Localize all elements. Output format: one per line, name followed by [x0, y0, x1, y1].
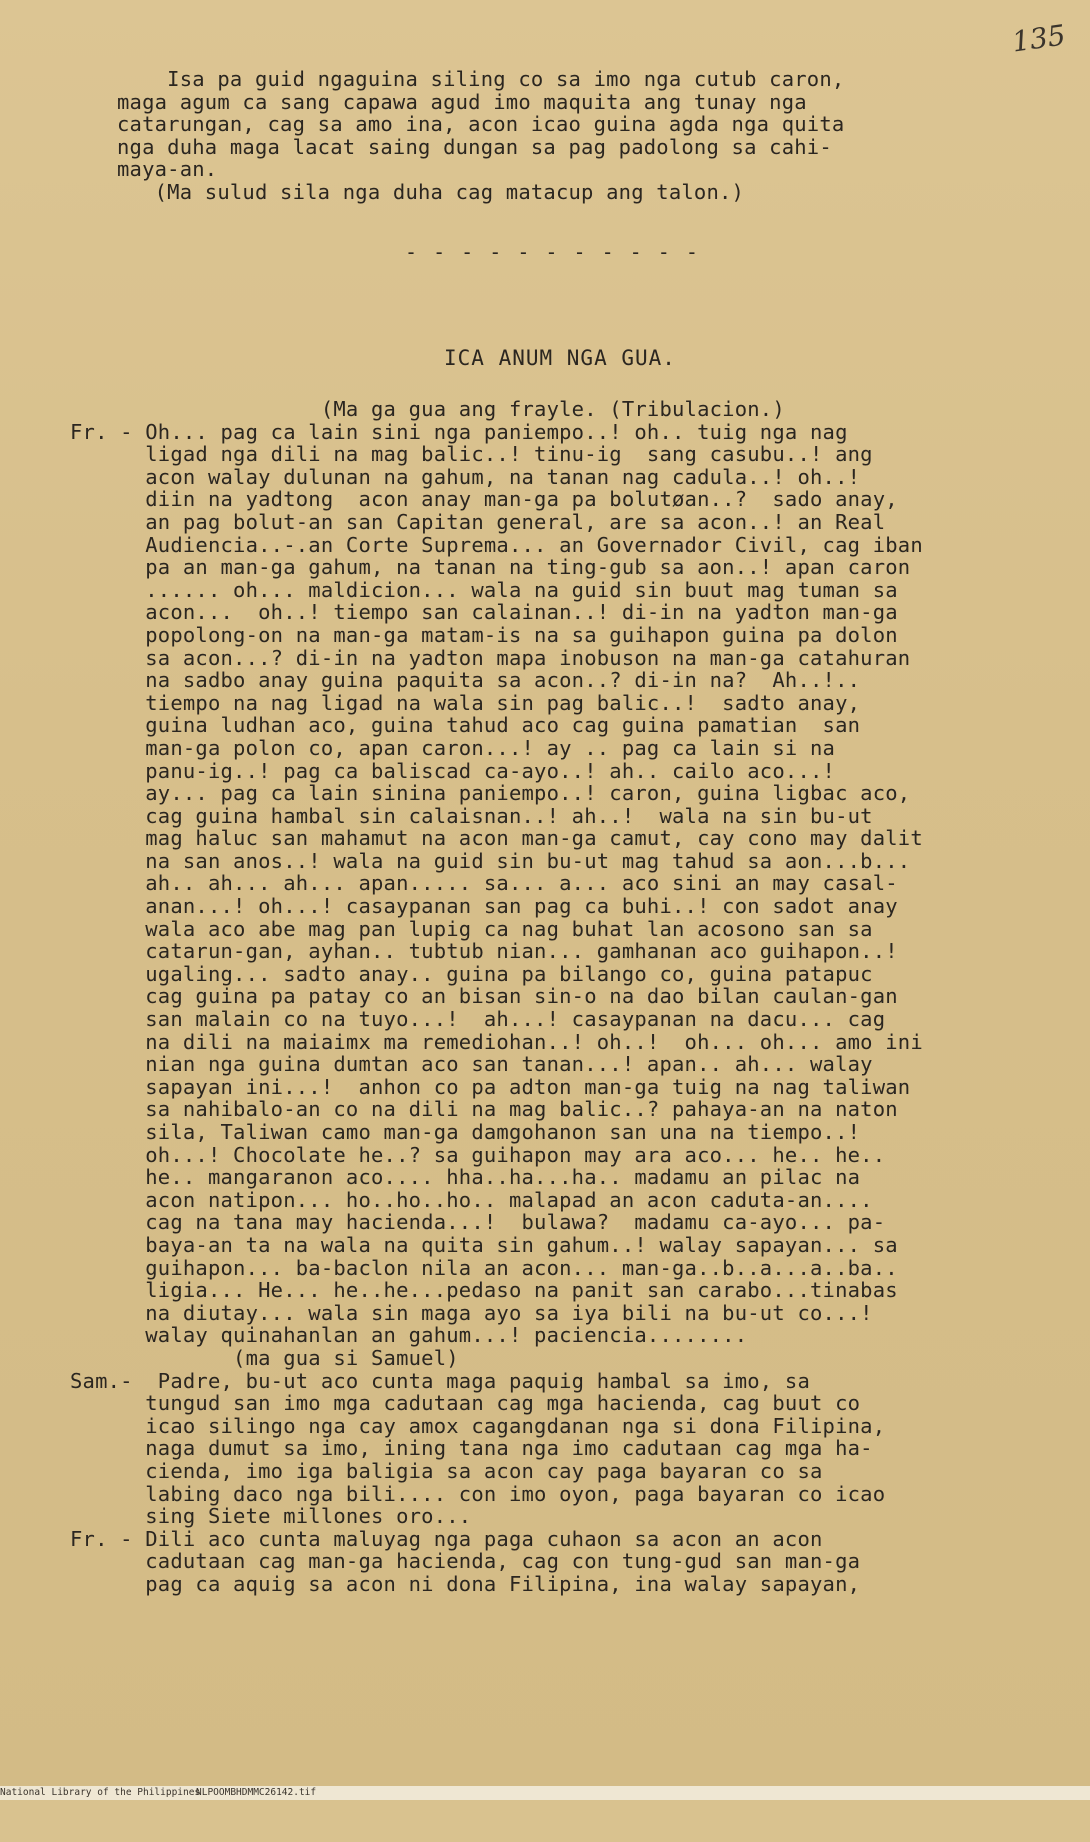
text-line: oh...! Chocolate he..? sa guihapon may ara aco... he.. he.. — [70, 1142, 886, 1167]
text-line: guina ludhan aco, guina tahud aco cag guina pamatian san — [70, 713, 861, 738]
text-line: maga agum ca sang capawa agud imo maquita ang tunay nga — [117, 89, 807, 114]
text-line: na dili na maiaimx ma remediohan..! oh..! oh... oh... amo ini — [70, 1029, 923, 1054]
text-line: Audiencia..-.an Corte Suprema... an Governador Civil, cag iban — [70, 532, 923, 557]
text-line: Fr. - Oh... pag ca lain sini nga paniempo..! oh.. tuig nga nag — [70, 419, 848, 444]
text-line: labing daco nga bili.... con imo oyon, paga bayaran co icao — [70, 1481, 886, 1506]
text-line: baya-an ta na wala na quita sin gahum..! walay sapayan... sa — [70, 1232, 898, 1257]
text-line: mag haluc san mahamut na acon man-ga camut, cay cono may dalit — [70, 826, 923, 851]
text-line: (Ma sulud sila nga duha cag matacup ang talon.) — [117, 179, 745, 204]
text-line: cag guina hambal sin calaisnan..! ah..! wala na sin bu-ut — [70, 803, 873, 828]
text-line: na diutay... wala sin maga ayo sa iya bili na bu-ut co...! — [70, 1300, 873, 1325]
text-line: walay quinahanlan an gahum...! paciencia........ — [70, 1323, 748, 1348]
text-line: catarungan, cag sa amo ina, acon icao guina agda nga quita — [117, 112, 845, 137]
text-line: ...... oh... maldicion... wala na guid sin buut mag tuman sa — [70, 577, 898, 602]
text-line: panu-ig..! pag ca baliscad ca-ayo..! ah.. cailo aco...! — [70, 758, 836, 783]
text-line: man-ga polon co, apan caron...! ay .. pag ca lain si na — [70, 735, 836, 760]
text-line: icao silingo nga cay amox cagangdanan nga si dona Filipina, — [70, 1413, 886, 1438]
text-line: cadutaan cag man-ga hacienda, cag con tung-gud san man-ga — [70, 1549, 861, 1574]
text-line: maya-an. — [117, 157, 218, 182]
text-line: Isa pa guid ngaguina siling co sa imo nga cutub caron, — [117, 67, 845, 91]
footer-library-name: National Library of the Philippines — [0, 1787, 201, 1798]
text-line: Fr. - Dili aco cunta maluyag nga paga cuhaon sa acon an acon — [70, 1526, 823, 1551]
text-line: ugaling... sadto anay.. guina pa bilango co, guina patapuc — [70, 961, 873, 986]
text-line: (Ma ga gua ang frayle. (Tribulacion.) — [70, 397, 785, 421]
text-line: pa an man-ga gahum, na tanan na ting-gub sa aon..! apan caron — [70, 555, 911, 580]
text-line: sapayan ini...! anhon co pa adton man-ga tuig na nag taliwan — [70, 1074, 911, 1099]
text-line: naga dumut sa imo, ining tana nga imo cadutaan cag mga ha- — [70, 1436, 873, 1461]
text-line: ah.. ah... ah... apan..... sa... a... aco sini an may casal- — [70, 871, 898, 896]
text-line: an pag bolut-an san Capitan general, are sa acon..! an Real — [70, 509, 886, 534]
dialogue-body — [70, 398, 923, 1595]
text-line: pag ca aquig sa acon ni dona Filipina, ina walay sapayan, — [70, 1571, 861, 1596]
text-line: popolong-on na man-ga matam-is na sa guihapon guina pa dolon — [70, 622, 898, 647]
act-title: ICA ANUM NGA GUA. — [444, 346, 676, 370]
text-line: nga duha maga lacat saing dungan sa pag padolong sa cahi- — [117, 134, 832, 159]
text-line: anan...! oh...! casaypanan san pag ca buhi..! con sadot anay — [70, 894, 898, 919]
text-line: ligad nga dili na mag balic..! tinu-ig sang casubu..! ang — [70, 442, 873, 467]
text-line: sa acon...? di-in na yadton mapa inobuson na man-ga catahuran — [70, 645, 911, 670]
text-line: wala aco abe mag pan lupig ca nag buhat lan acosono san sa — [70, 916, 873, 941]
page-number: 135 — [1009, 18, 1068, 59]
text-line: Sam.- Padre, bu-ut aco cunta maga paquig hambal sa imo, sa — [70, 1368, 810, 1393]
text-line: acon natipon... ho..ho..ho.. malapad an acon caduta-an.... — [70, 1187, 873, 1212]
text-line: guihapon... ba-baclon nila an acon... man-ga..b..a...a..ba.. — [70, 1255, 898, 1280]
text-line: sa nahibalo-an co na dili na mag balic..? pahaya-an na naton — [70, 1097, 898, 1122]
text-line: he.. mangaranon aco.... hha..ha...ha.. madamu an pilac na — [70, 1165, 861, 1190]
text-line: catarun-gan, ayhan.. tubtub nian... gamhanan aco guihapon..! — [70, 939, 898, 964]
scan-footer — [0, 1786, 1090, 1800]
footer-file-name: NLPOOMBHDMMC26142.tif — [196, 1787, 317, 1798]
text-line: na sadbo anay guina paquita sa acon..? di-in na? Ah..!.. — [70, 668, 861, 693]
opening-paragraph — [117, 68, 844, 204]
section-divider: - - - - - - - - - - - — [405, 240, 700, 264]
text-line: sing Siete millones oro... — [70, 1504, 472, 1529]
text-line: ligia... He... he..he...pedaso na panit san carabo...tinabas — [70, 1278, 898, 1303]
text-line: san malain co na tuyo...! ah...! casaypanan na dacu... cag — [70, 1007, 886, 1032]
text-line: diin na yadtong acon anay man-ga pa bolutøan..? sado anay, — [70, 487, 898, 512]
text-line: (ma gua si Samuel) — [70, 1345, 459, 1370]
text-line: cienda, imo iga baligia sa acon cay paga bayaran co sa — [70, 1458, 823, 1483]
text-line: tiempo na nag ligad na wala sin pag balic..! sadto anay, — [70, 690, 861, 715]
text-line: nian nga guina dumtan aco san tanan...! apan.. ah... walay — [70, 1052, 873, 1077]
text-line: cag na tana may hacienda...! bulawa? madamu ca-ayo... pa- — [70, 1210, 886, 1235]
text-line: cag guina pa patay co an bisan sin-o na dao bilan caulan-gan — [70, 984, 898, 1009]
text-line: na san anos..! wala na guid sin bu-ut mag tahud sa aon...b... — [70, 848, 911, 873]
text-line: sila, Taliwan camo man-ga damgohanon san una na tiempo..! — [70, 1120, 861, 1144]
text-line: acon... oh..! tiempo san calainan..! di-in na yadton man-ga — [70, 600, 898, 625]
text-line: tungud san imo mga cadutaan cag mga hacienda, cag buut co — [70, 1391, 861, 1416]
text-line: acon walay dulunan na gahum, na tanan nag cadula..! oh..! — [70, 464, 861, 489]
text-line: ay... pag ca lain sinina paniempo..! caron, guina ligbac aco, — [70, 781, 911, 806]
